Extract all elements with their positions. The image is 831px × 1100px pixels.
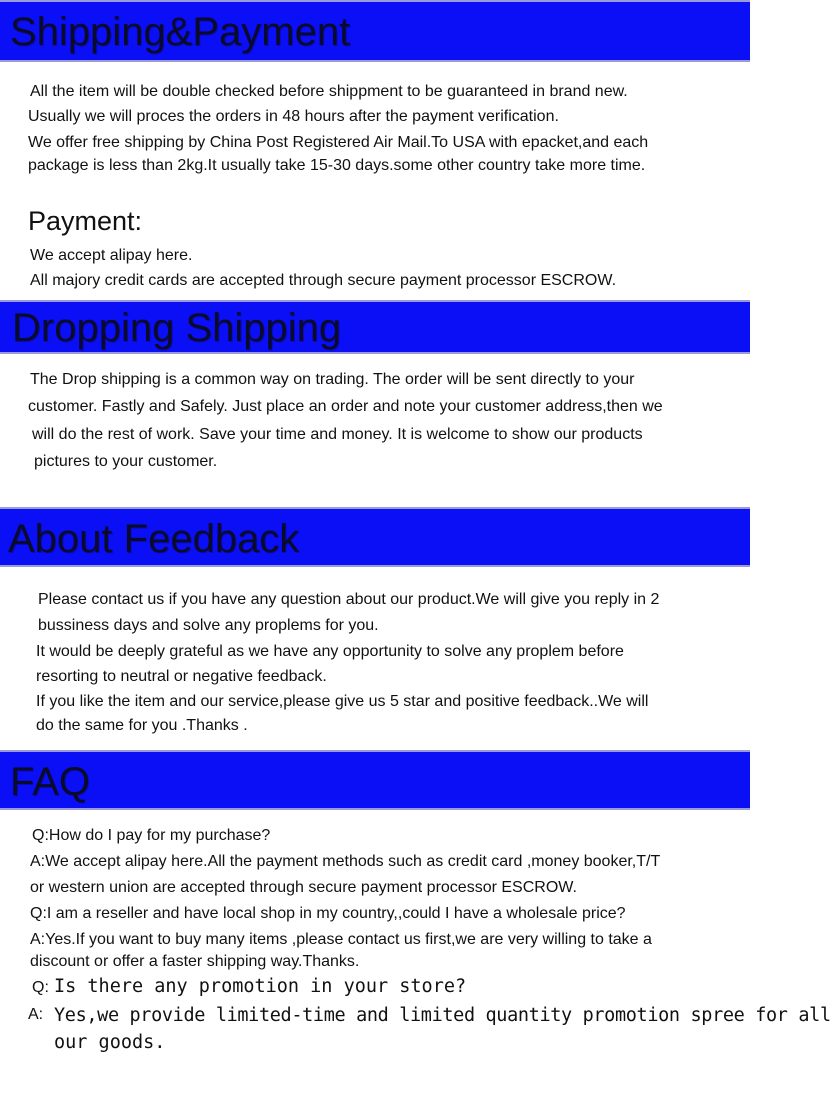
dropping-line: The Drop shipping is a common way on trading. The order will be sent directly to your (30, 371, 635, 388)
faq-question-label: Q: (32, 979, 49, 996)
faq-answer-label: A: (28, 1006, 44, 1023)
feedback-heading: About Feedback (8, 517, 300, 561)
faq-answer: Yes,we provide limited-time and limited quantity promotion spree for all (54, 1005, 831, 1026)
faq-heading: FAQ (10, 760, 91, 804)
faq-answer: A:Yes.If you want to buy many items ,please contact us first,we are very willing to take a (30, 931, 652, 948)
shipping-line: package is less than 2kg.It usually take 15-30 days.some other country take more time. (28, 157, 646, 174)
faq-answer: discount or offer a faster shipping way.Thanks. (30, 953, 360, 970)
faq-question: Q:I am a reseller and have local shop in my country,,could I have a wholesale price? (30, 905, 626, 922)
feedback-line: do the same for you .Thanks . (36, 717, 248, 734)
payment-line: We accept alipay here. (30, 247, 193, 264)
feedback-line: bussiness days and solve any proplems for you. (38, 617, 379, 634)
shipping-payment-banner (0, 0, 750, 62)
faq-question: Is there any promotion in your store? (54, 976, 467, 997)
feedback-line: resorting to neutral or negative feedback. (36, 668, 327, 685)
faq-answer: or western union are accepted through secure payment processor ESCROW. (30, 879, 577, 896)
shipping-line: We offer free shipping by China Post Registered Air Mail.To USA with epacket,and each (28, 134, 649, 151)
faq-question: Q:How do I pay for my purchase? (32, 827, 271, 844)
feedback-line: Please contact us if you have any question about our product.We will give you reply in 2 (38, 591, 660, 608)
shipping-line: Usually we will proces the orders in 48 hours after the payment verification. (28, 108, 559, 125)
shipping-line: All the item will be double checked before shippment to be guaranteed in brand new. (30, 83, 628, 100)
faq-banner (0, 750, 750, 810)
payment-title: Payment: (28, 206, 143, 236)
faq-answer: our goods. (54, 1032, 166, 1053)
faq-answer: A:We accept alipay here.All the payment methods such as credit card ,money booker,T/T (30, 853, 661, 870)
dropping-line: pictures to your customer. (34, 453, 218, 470)
feedback-banner (0, 507, 750, 567)
feedback-line: If you like the item and our service,please give us 5 star and positive feedback..We will (36, 693, 649, 710)
shipping-payment-heading: Shipping&Payment (10, 10, 351, 54)
payment-line: All majory credit cards are accepted through secure payment processor ESCROW. (30, 272, 617, 289)
dropping-line: will do the rest of work. Save your time and money. It is welcome to show our products (32, 426, 643, 443)
feedback-line: It would be deeply grateful as we have any opportunity to solve any proplem before (36, 643, 624, 660)
dropping-shipping-banner (0, 300, 750, 354)
dropping-line: customer. Fastly and Safely. Just place an order and note your customer address,then we (28, 398, 663, 415)
dropping-shipping-heading: Dropping Shipping (12, 306, 342, 350)
